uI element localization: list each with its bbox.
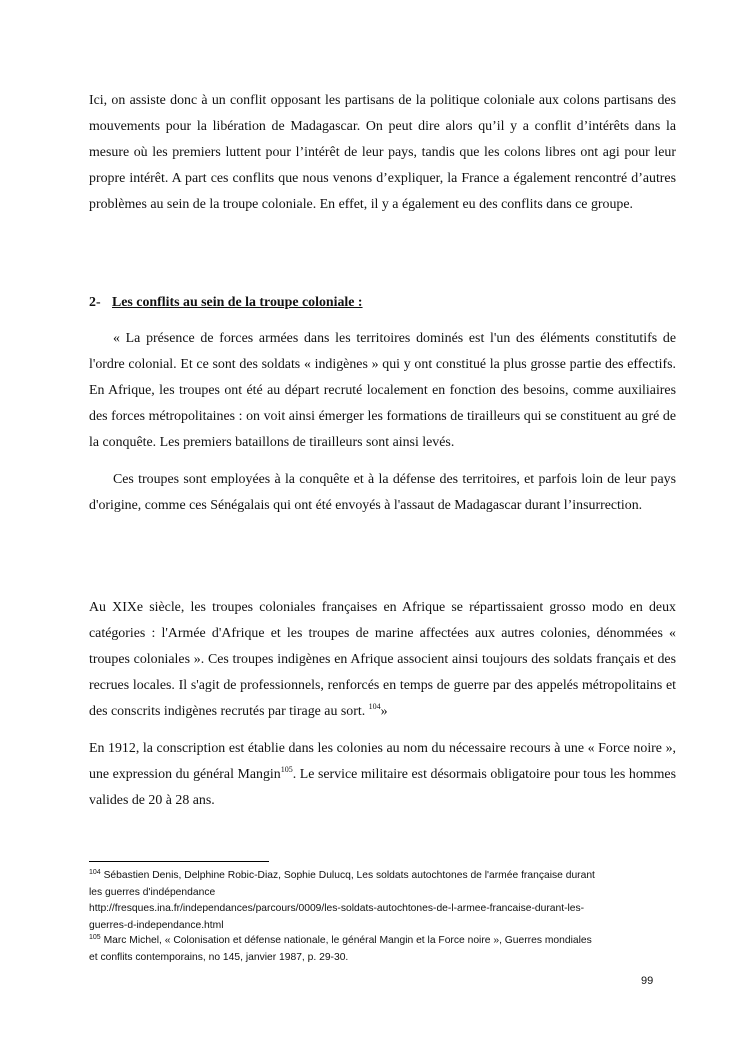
footnote-105-line2: et conflits contemporains, no 145, janvier 1987, p. 29-30. <box>89 951 349 963</box>
footnote-105-text: Marc Michel, « Colonisation et défense nationale, le général Mangin et la Force noire », Guerres mondiales <box>103 935 592 946</box>
footnote-104-url-cont[interactable]: guerres-d-independance.html <box>89 919 224 931</box>
paragraph-troops <box>89 467 676 519</box>
footnote-104 <box>89 868 689 934</box>
footnote-104-text: Sébastien Denis, Delphine Robic-Diaz, Sophie Dulucq, Les soldats autochtones de l'armée française durant <box>103 870 595 881</box>
paragraph-xixe-text: Au XIXe siècle, les troupes coloniales françaises en Afrique se répartissaient grosso modo en deux catégories : l'Armée d'Afrique et les troupes de marine affectées aux autres colonies, dénommées « troupes coloniales ». Ces troupes indigènes en Afrique associent ainsi toujours des soldats français et des recrues locales. Il s'agit de professionnels, renforcés en temps de guerre par des appelés métropolitains et des conscrits indigènes recrutés par tirage au sort. <box>89 600 676 719</box>
section-heading <box>89 290 363 316</box>
paragraph-intro <box>89 88 676 218</box>
paragraph-quote-start-text: « La présence de forces armées dans les territoires dominés est l'un des éléments constitutifs de l'ordre colonial. Et ce sont des soldats « indigènes » qui y ont constitué la plus grosse partie des effectifs. En Afrique, les troupes ont été au départ recruté localement en fonction des besoins, comme auxiliaires des forces métropolitaines : on voit ainsi émerger les formations de tirailleurs qui se constituent au gré de la conquête. Les premiers bataillons de tirailleurs sont ainsi levés. <box>89 331 676 450</box>
paragraph-quote-start <box>89 326 676 456</box>
footnote-105-number: 105 <box>89 934 101 941</box>
section-title: Les conflits au sein de la troupe coloniale : <box>112 295 363 310</box>
paragraph-1912-text-a: En 1912, la conscription est établie dans les colonies au nom du nécessaire recours à une « Force noire », une expression du général Mangin <box>89 741 676 782</box>
footnote-104-line2: les guerres d'indépendance <box>89 886 216 898</box>
section-number: 2- <box>89 295 101 310</box>
footnote-105-line1 <box>89 933 689 950</box>
paragraph-troops-text: Ces troupes sont employées à la conquête et à la défense des territoires, et parfois loin de leur pays d'origine, comme ces Sénégalais qui ont été envoyés à l'assaut de Madagascar durant l’insurrection. <box>89 472 676 513</box>
paragraph-1912-block <box>89 736 676 814</box>
footnote-104-url[interactable]: http://fresques.ina.fr/independances/parcours/0009/les-soldats-autochtones-de-l-armee-francaise-durant-les- <box>89 903 585 914</box>
paragraph-xixe <box>89 595 676 725</box>
footnote-105 <box>89 933 689 966</box>
footnote-104-line1 <box>89 868 689 885</box>
page-number: 99 <box>641 975 654 987</box>
footnote-separator <box>89 861 269 862</box>
paragraph-intro-text: Ici, on assiste donc à un conflit opposant les partisans de la politique coloniale aux colons partisans des mouvements pour la libération de Madagascar. On peut dire alors qu’il y a conflit d’intérêts dans la mesure où les premiers luttent pour l’intérêt de leur pays, tandis que les colons libres ont agi pour leur propre intérêt. A part ces conflits que nous venons d’expliquer, la France a également rencontré d’autres problèmes au sein de la troupe coloniale. En effet, il y a également eu des conflits dans ce groupe. <box>89 93 676 212</box>
paragraph-1912 <box>89 736 676 814</box>
footnote-ref-104[interactable]: 104 <box>368 702 381 711</box>
paragraph-1912-text-b: . Le service militaire est désormais obligatoire pour tous les hommes valides de 20 à 28 ans. <box>89 767 676 808</box>
quote-close: » <box>380 704 388 719</box>
paragraph-xixe-block <box>89 595 676 725</box>
footnote-104-number: 104 <box>89 869 101 876</box>
footnote-ref-105[interactable]: 105 <box>280 765 293 774</box>
